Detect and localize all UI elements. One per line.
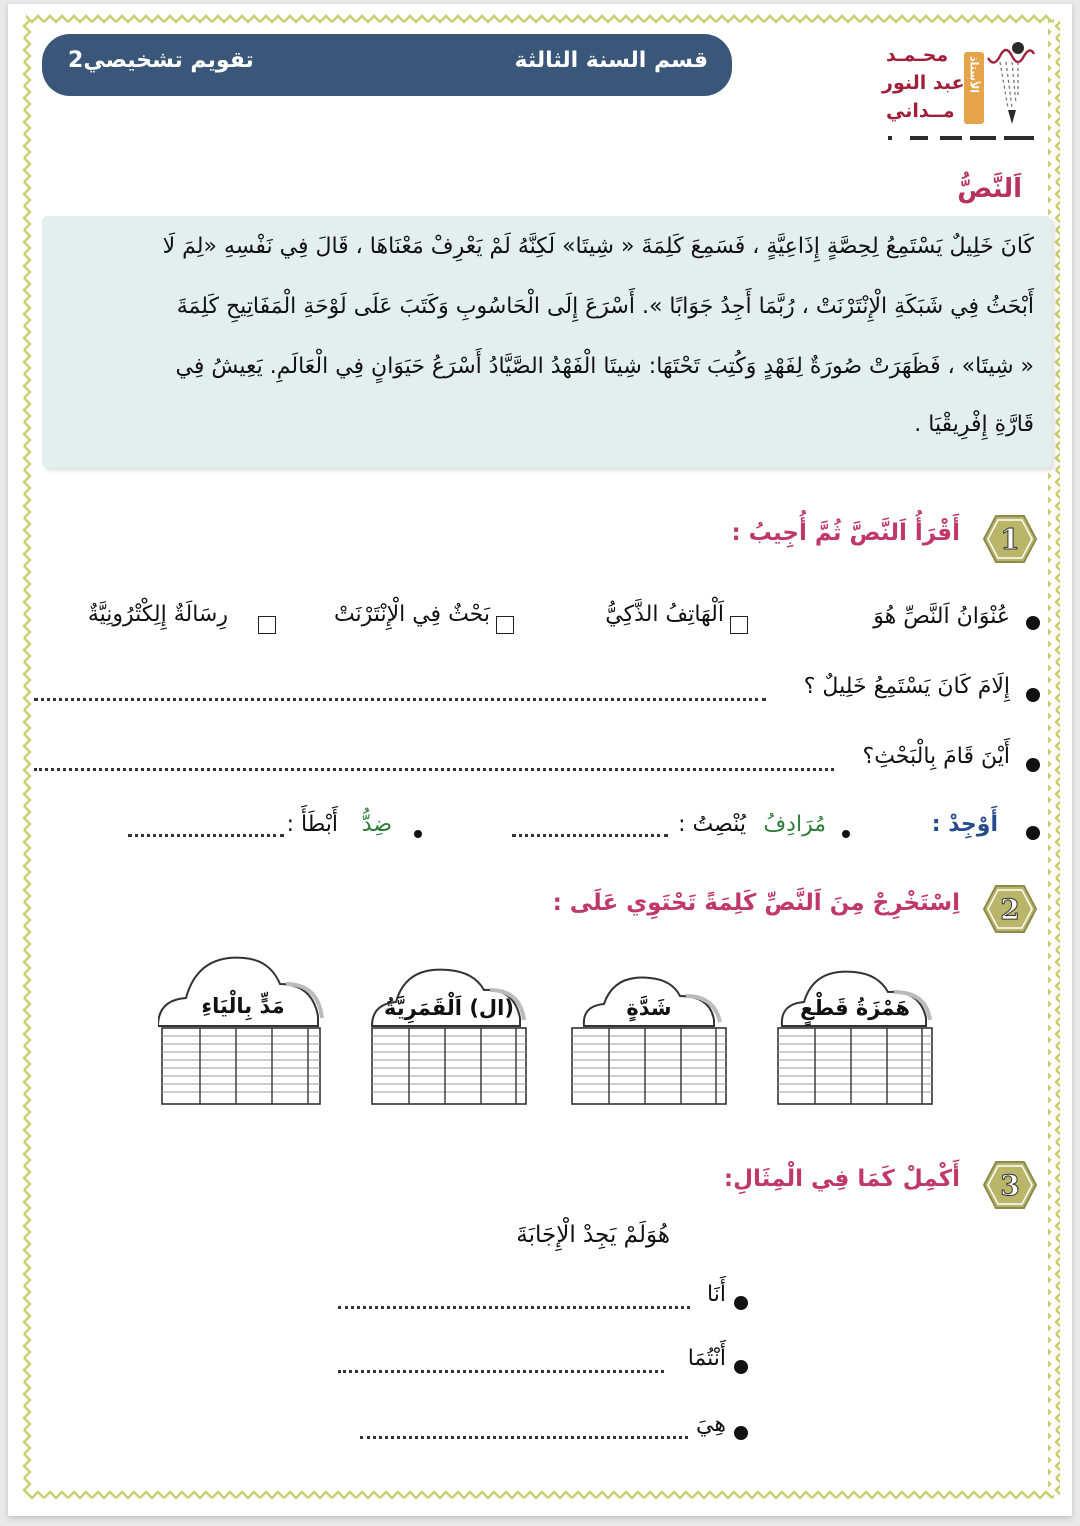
cloud-label-qamari: (ال) اَلْقَمَرِيَّةُ bbox=[384, 996, 514, 1020]
question-listening: إِلَامَ كَانَ يَسْتَمِعُ خَلِيلٌ ؟ bbox=[803, 674, 1010, 699]
cloud-grid-icon bbox=[564, 956, 734, 1116]
cloud-card-qamari bbox=[364, 956, 534, 1116]
option-internet-search-label: بَحْثٌ فِي الْإِنْتَرْنَتْ bbox=[333, 602, 490, 627]
logo-dash bbox=[1004, 136, 1034, 140]
worksheet-page bbox=[8, 4, 1072, 1516]
cloud-grid-icon bbox=[158, 944, 328, 1114]
bullet-icon bbox=[1026, 826, 1040, 840]
synonym-word: يُنْصِتُ : bbox=[678, 812, 746, 837]
example-sentence: هُوَلَمْ يَجِدْ الْإِجَابَةَ bbox=[516, 1222, 670, 1248]
passage-box bbox=[42, 216, 1052, 468]
title-question: عُنْوَانُ اَلنَّصِّ هُوَ bbox=[873, 604, 1010, 629]
logo-dash bbox=[940, 136, 962, 140]
passage-line: قَارَّةِ إِفْرِيقْيَا . bbox=[914, 412, 1034, 437]
svg-text:3: 3 bbox=[1000, 1169, 1020, 1202]
cloud-card-hamza bbox=[770, 956, 940, 1116]
header-bar bbox=[44, 36, 730, 94]
cloud-label-shadda: شَدَّةٍ bbox=[626, 996, 672, 1020]
logo-tag: الأستاذ bbox=[964, 52, 984, 124]
question-3-badge-icon bbox=[982, 1160, 1038, 1210]
question-search-location: أَيْنَ قَامَ بِالْبَحْثِ؟ bbox=[862, 744, 1010, 769]
question-1-heading: أَقْرَأُ اَلنَّصَّ ثُمَّ أُجِيبُ : bbox=[731, 520, 960, 546]
logo-name-line3: مــداني bbox=[886, 100, 955, 122]
bullet-icon bbox=[1026, 616, 1040, 630]
question-1-badge-icon bbox=[982, 514, 1038, 564]
cloud-label-hamza: هَمْزَةُ قَطْعٍ bbox=[800, 996, 910, 1020]
cloud-grid-icon bbox=[364, 956, 534, 1116]
passage-line: « شِيتَا» ، فَظَهَرَتْ صُورَةٌ لِفَهْدٍ وَكُتِبَ تَحْتَهَا: شِيتَا الْفَهْدُ الصَّيَّادُ أَسْرَعُ حَيَوَانٍ فِي الْعَالَمِ. يَعِيشُ فِي bbox=[175, 354, 1034, 379]
answer-line-search-location[interactable] bbox=[34, 768, 834, 771]
question-2-heading: اِسْتَخْرِجْ مِنَ اَلنَّصِّ كَلِمَةً تَحْتَوِي عَلَى : bbox=[552, 890, 960, 916]
option-smartphone-label: اَلْهَاتِفُ الذَّكِيُّ bbox=[605, 602, 724, 627]
svg-text:2: 2 bbox=[1000, 893, 1020, 926]
pronoun-ana: أَنَا bbox=[707, 1282, 726, 1307]
bullet-icon bbox=[1026, 758, 1040, 772]
passage-title: اَلنَّصُّ bbox=[957, 174, 1022, 204]
question-2-badge-icon bbox=[982, 884, 1038, 934]
cloud-card-shadda bbox=[564, 956, 734, 1116]
logo-dash bbox=[970, 136, 996, 140]
bullet-icon bbox=[414, 830, 422, 838]
bullet-icon bbox=[734, 1296, 748, 1310]
find-label: أَوْجِدْ : bbox=[931, 812, 998, 837]
answer-line-antonym[interactable] bbox=[128, 834, 284, 837]
cloud-grid-icon bbox=[770, 956, 940, 1116]
bullet-icon bbox=[1026, 688, 1040, 702]
department-label: قسم السنة الثالثة bbox=[514, 48, 708, 73]
option-email-label: رِسَالَةٌ إِلِكْتْرُونِيَّةٌ bbox=[87, 602, 228, 627]
logo-name-line2: عبد النور bbox=[882, 72, 965, 94]
passage-line: كَانَ خَلِيلٌ يَسْتَمِعُ لِحِصَّةٍ إِذَاعِيَّةٍ ، فَسَمِعَ كَلِمَةَ « شِيتَا» لَكِنَّهُ لَمْ يَعْرِفْ مَعْنَاهَا ، قَالَ فِي نَفْسِهِ «لِمَ لَا bbox=[162, 234, 1034, 259]
cloud-label-madd: مَدٍّ بِالْيَاءِ bbox=[201, 994, 285, 1018]
question-3-heading: أَكْمِلْ كَمَا فِي الْمِثَالِ: bbox=[723, 1166, 960, 1192]
cloud-card-madd bbox=[158, 944, 328, 1104]
antonym-label: ضِدُّ bbox=[361, 812, 392, 837]
bullet-icon bbox=[734, 1360, 748, 1374]
assessment-label: تقويم تشخيصي2 bbox=[68, 48, 254, 73]
antonym-word: أَبْطَأَ : bbox=[286, 812, 338, 837]
answer-line-antuma[interactable] bbox=[338, 1370, 664, 1373]
bullet-icon bbox=[734, 1426, 748, 1440]
answer-line-hiya[interactable] bbox=[360, 1436, 688, 1439]
answer-line-listening[interactable] bbox=[34, 698, 766, 701]
synonym-label: مُرَادِفُ bbox=[763, 812, 826, 837]
passage-line: أَبْحَثُ فِي شَبَكَةِ الْإِنْتَرْنَتْ ، رُبَّمَا أَجِدُ جَوَابًا ». أَسْرَعَ إِلَى الْحَاسُوبِ وَكَتَبَ عَلَى لَوْحَةِ الْمَفَاتِيحِ كَلِمَةَ bbox=[176, 294, 1034, 319]
fountain-pen-icon bbox=[986, 38, 1036, 128]
logo-dash bbox=[888, 136, 892, 140]
answer-line-ana[interactable] bbox=[338, 1306, 690, 1309]
svg-text:1: 1 bbox=[1000, 523, 1020, 556]
logo-name-line1: محـمـد bbox=[886, 44, 949, 66]
pronoun-antuma: أَنْتُمَا bbox=[687, 1346, 726, 1371]
logo-dash bbox=[910, 136, 928, 140]
option-checkbox-email[interactable] bbox=[258, 616, 276, 634]
option-checkbox-smartphone[interactable] bbox=[730, 616, 748, 634]
option-checkbox-internet-search[interactable] bbox=[496, 616, 514, 634]
pronoun-hiya: هِيَ bbox=[696, 1412, 726, 1437]
answer-line-synonym[interactable] bbox=[512, 834, 668, 837]
bullet-icon bbox=[842, 830, 850, 838]
